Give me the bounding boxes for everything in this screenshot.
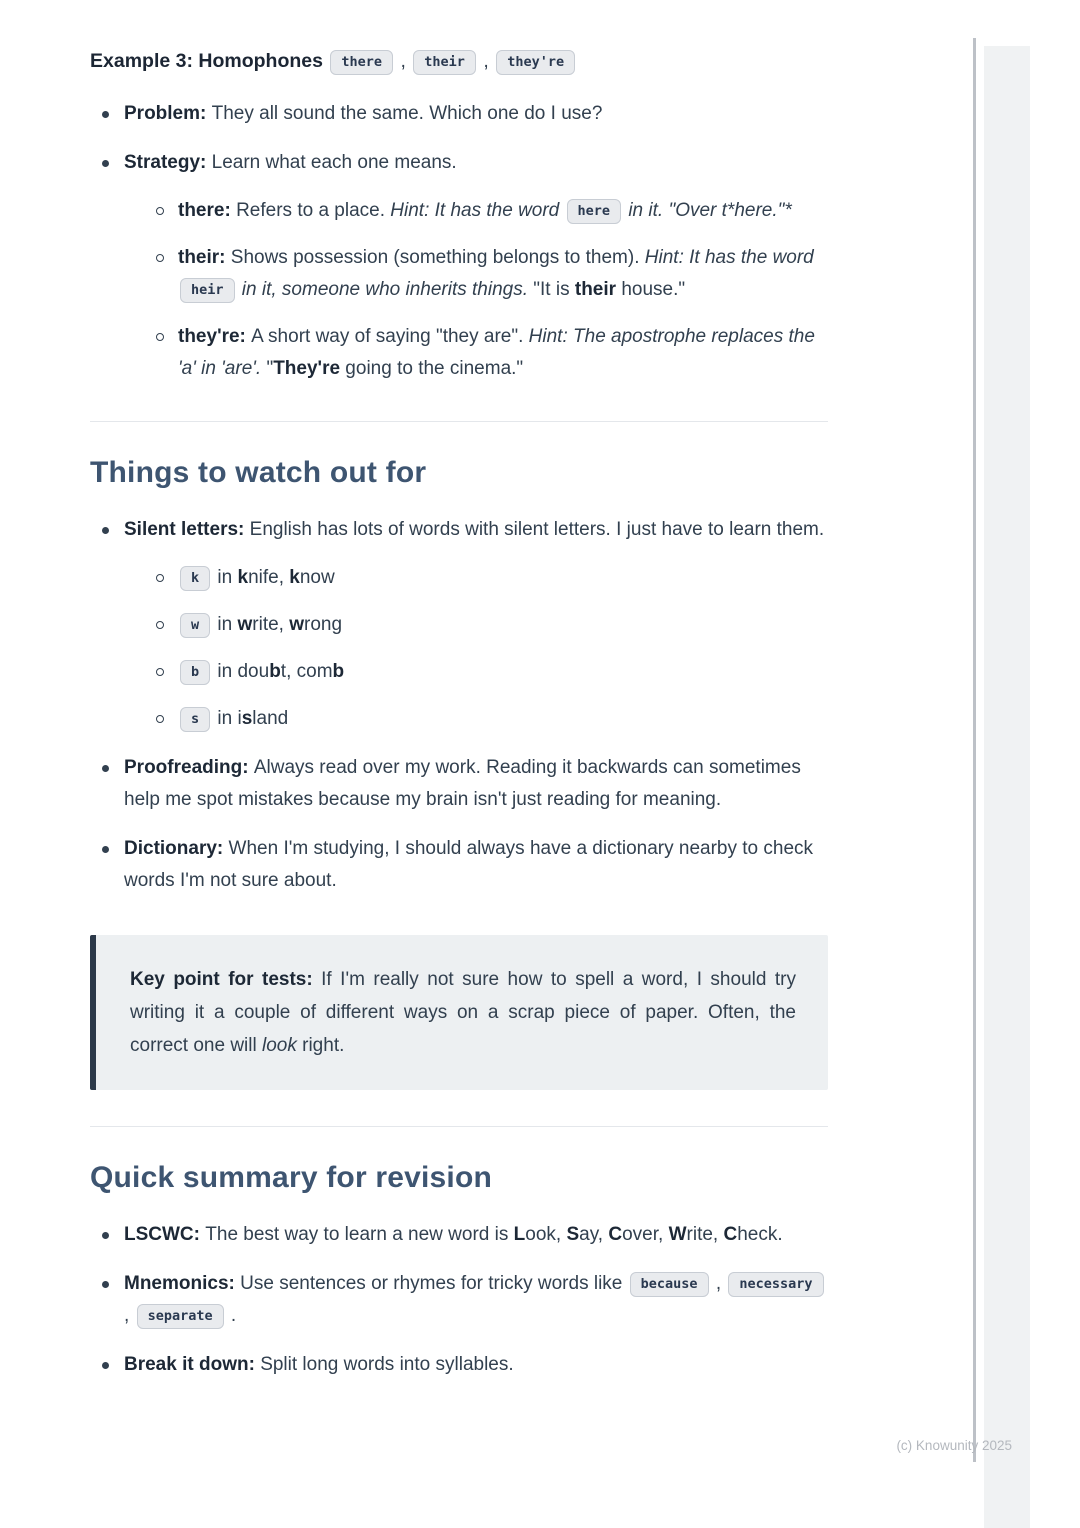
code-chip: their xyxy=(413,50,476,75)
code-chip: because xyxy=(630,1272,709,1297)
bullet-problem xyxy=(90,98,828,130)
bullet-proofreading xyxy=(90,752,828,816)
section-divider xyxy=(90,1126,828,1127)
bullet-text: s in island xyxy=(178,708,288,729)
bullet-text: their: Shows possession (something belongs to them). Hint: It has the word heir in it, someone who inherits things. "It is their house." xyxy=(178,247,814,300)
code-chip: necessary xyxy=(728,1272,823,1297)
bullet-dictionary xyxy=(90,833,828,897)
sub-bullet-w xyxy=(156,609,828,641)
code-chip: b xyxy=(180,660,210,685)
bullet-text: Strategy: Learn what each one means. xyxy=(124,152,457,173)
code-chip: they're xyxy=(496,50,575,75)
code-chip: s xyxy=(180,707,210,732)
callout-text: Key point for tests: If I'm really not sure how to spell a word, I should try writing it a couple of different ways on a scrap piece of paper. Often, the correct one will look right. xyxy=(130,969,796,1056)
bullet-lscwc xyxy=(90,1219,828,1251)
code-chip: here xyxy=(567,199,622,224)
section-title-quick-summary: Quick summary for revision xyxy=(90,1161,493,1194)
sub-bullet-s xyxy=(156,703,828,735)
example-list xyxy=(90,98,828,385)
watch-out-list xyxy=(90,514,828,897)
sub-bullet-k xyxy=(156,562,828,594)
key-point-callout xyxy=(90,935,828,1090)
document-content xyxy=(90,46,828,1398)
bullet-text: w in write, wrong xyxy=(178,614,342,635)
code-chip: there xyxy=(330,50,393,75)
code-chip: heir xyxy=(180,278,235,303)
bullet-text: they're: A short way of saying "they are". Hint: The apostrophe replaces the 'a' in 'are'. "They're going to the cinema." xyxy=(178,326,815,379)
bullet-text: Proofreading: Always read over my work. Reading it backwards can sometimes help me spot mistakes because my brain isn't just reading for meaning. xyxy=(124,757,801,810)
bullet-strategy xyxy=(90,147,828,385)
bullet-text: b in doubt, comb xyxy=(178,661,344,682)
bullet-text: Silent letters: English has lots of words with silent letters. I just have to learn them. xyxy=(124,519,825,540)
bullet-text: Problem: They all sound the same. Which one do I use? xyxy=(124,103,603,124)
code-chip: k xyxy=(180,566,210,591)
code-chip: separate xyxy=(137,1304,224,1329)
scrollbar-track[interactable] xyxy=(984,46,1030,1528)
bullet-silent-letters xyxy=(90,514,828,735)
sub-bullet-theyre xyxy=(156,321,828,385)
bullet-text: LSCWC: The best way to learn a new word is Look, Say, Cover, Write, Check. xyxy=(124,1224,783,1245)
example-heading: Example 3: Homophones there , their , they're xyxy=(90,46,828,76)
sub-bullet-their xyxy=(156,242,828,306)
silent-letters-sublist xyxy=(124,562,828,735)
scrollbar-thumb[interactable] xyxy=(973,38,976,1462)
section-divider xyxy=(90,421,828,422)
bullet-text: k in knife, know xyxy=(178,567,335,588)
sub-bullet-b xyxy=(156,656,828,688)
bullet-text: Break it down: Split long words into syllables. xyxy=(124,1354,514,1375)
bullet-text: there: Refers to a place. Hint: It has the word here in it. "Over t*here."* xyxy=(178,200,792,221)
summary-list xyxy=(90,1219,828,1381)
sub-bullet-there xyxy=(156,195,828,227)
code-chip: w xyxy=(180,613,210,638)
copyright-notice: (c) Knowunity 2025 xyxy=(896,1438,1012,1453)
bullet-text: Dictionary: When I'm studying, I should always have a dictionary nearby to check words I'm not sure about. xyxy=(124,838,814,891)
bullet-break-it-down xyxy=(90,1349,828,1381)
bullet-mnemonics xyxy=(90,1268,828,1332)
strategy-sublist xyxy=(124,195,828,385)
section-title-watch-out: Things to watch out for xyxy=(90,456,427,489)
bullet-text: Mnemonics: Use sentences or rhymes for tricky words like because , necessary , separate . xyxy=(124,1273,826,1326)
